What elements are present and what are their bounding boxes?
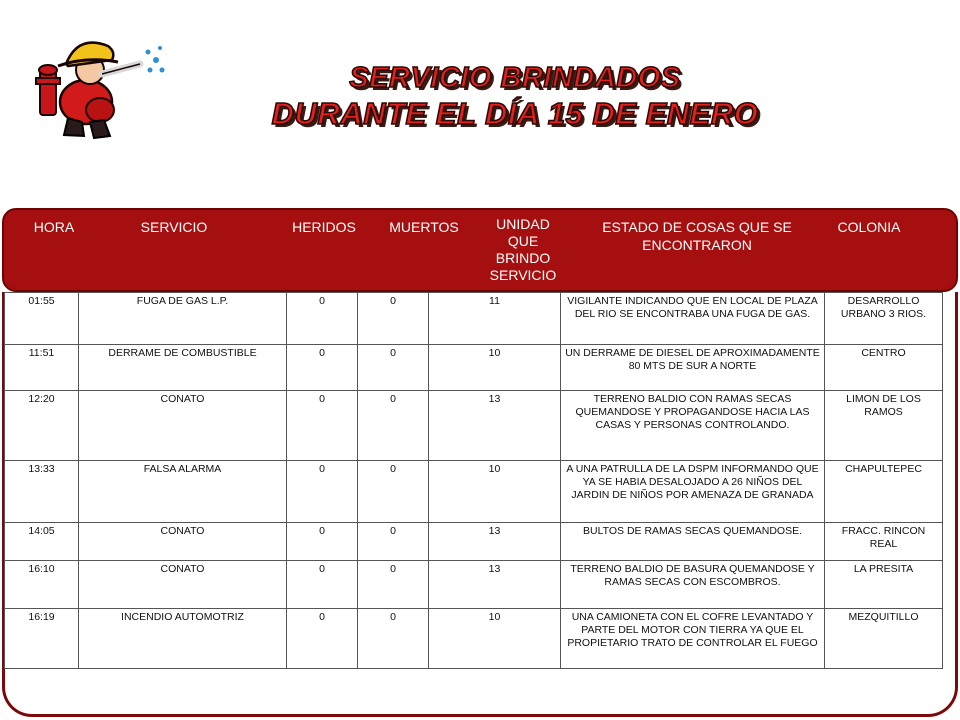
cell-heridos: 0 [287,561,358,609]
cell-hora: 01:55 [5,293,79,345]
cell-unidad: 13 [429,391,561,461]
cell-unidad: 10 [429,461,561,523]
title-line-2: DURANTE EL DÍA 15 DE ENERO [271,96,759,131]
cell-servicio: CONATO [79,523,287,561]
cell-colonia: CHAPULTEPEC [825,461,943,523]
table-row [5,609,943,669]
table-row [5,561,943,609]
header-estado: ESTADO DE COSAS QUE SE ENCONTRARON [602,219,792,253]
cell-servicio: DERRAME DE COMBUSTIBLE [79,345,287,391]
cell-colonia: LIMON DE LOS RAMOS [825,391,943,461]
cell-unidad: 10 [429,609,561,669]
cell-unidad: 13 [429,523,561,561]
cell-servicio: FALSA ALARMA [79,461,287,523]
cell-heridos: 0 [287,609,358,669]
cell-heridos: 0 [287,293,358,345]
header-unidad [484,216,562,284]
cell-colonia: LA PRESITA [825,561,943,609]
cell-heridos: 0 [287,461,358,523]
cell-hora: 16:10 [5,561,79,609]
services-table-body [5,293,943,669]
cell-colonia: DESARROLLO URBANO 3 RIOS. [825,293,943,345]
title-line-1: SERVICIO BRINDADOS [349,62,681,94]
cell-unidad: 10 [429,345,561,391]
cell-heridos: 0 [287,345,358,391]
table-row [5,345,943,391]
cell-servicio: CONATO [79,561,287,609]
header-unidad-line-2: QUE [507,233,539,249]
cell-colonia: MEZQUITILLO [825,609,943,669]
cell-muertos: 0 [358,293,429,345]
cell-estado: UN DERRAME DE DIESEL DE APROXIMADAMENTE 80 MTS DE SUR A NORTE [561,345,825,391]
cell-estado: BULTOS DE RAMAS SECAS QUEMANDOSE. [561,523,825,561]
cell-muertos: 0 [358,461,429,523]
header-hora: HORA [33,219,75,235]
cell-muertos: 0 [358,609,429,669]
cell-hora: 14:05 [5,523,79,561]
cell-heridos: 0 [287,391,358,461]
cell-hora: 12:20 [5,391,79,461]
header-unidad-line-1: UNIDAD [496,216,550,232]
cell-estado: UNA CAMIONETA CON EL COFRE LEVANTADO Y PARTE DEL MOTOR CON TIERRA YA QUE EL PROPIETARIO TRATO DE CONTROLAR EL FUEGO [561,609,825,669]
cell-muertos: 0 [358,345,429,391]
header-servicio: SERVICIO [140,219,208,235]
header-heridos: HERIDOS [292,219,356,235]
cell-estado: TERRENO BALDIO DE BASURA QUEMANDOSE Y RAMAS SECAS CON ESCOMBROS. [561,561,825,609]
cell-servicio: FUGA DE GAS L.P. [79,293,287,345]
header-unidad-line-3: BRINDO [495,250,551,266]
table-row [5,293,943,345]
cell-colonia: FRACC. RINCON REAL [825,523,943,561]
services-table [4,292,943,669]
table-row [5,523,943,561]
header-unidad-line-4: SERVICIO [489,267,557,283]
cell-colonia: CENTRO [825,345,943,391]
cell-heridos: 0 [287,523,358,561]
cell-hora: 16:19 [5,609,79,669]
table-row [5,461,943,523]
cell-estado: A UNA PATRULLA DE LA DSPM INFORMANDO QUE YA SE HABIA DESALOJADO A 26 NIÑOS DEL JARDIN DE NIÑOS POR AMENAZA DE GRANADA [561,461,825,523]
cell-unidad: 11 [429,293,561,345]
cell-muertos: 0 [358,561,429,609]
header-muertos: MUERTOS [389,219,459,235]
cell-hora: 11:51 [5,345,79,391]
cell-servicio: INCENDIO AUTOMOTRIZ [79,609,287,669]
table-header [2,208,958,292]
cell-unidad: 13 [429,561,561,609]
cell-muertos: 0 [358,523,429,561]
cell-servicio: CONATO [79,391,287,461]
table-row [5,391,943,461]
cell-hora: 13:33 [5,461,79,523]
cell-muertos: 0 [358,391,429,461]
cell-estado: TERRENO BALDIO CON RAMAS SECAS QUEMANDOSE Y PROPAGANDOSE HACIA LAS CASAS Y PERSONAS CONTROLANDO. [561,391,825,461]
cell-estado: VIGILANTE INDICANDO QUE EN LOCAL DE PLAZA DEL RIO SE ENCONTRABA UNA FUGA DE GAS. [561,293,825,345]
header-colonia: COLONIA [837,219,901,235]
